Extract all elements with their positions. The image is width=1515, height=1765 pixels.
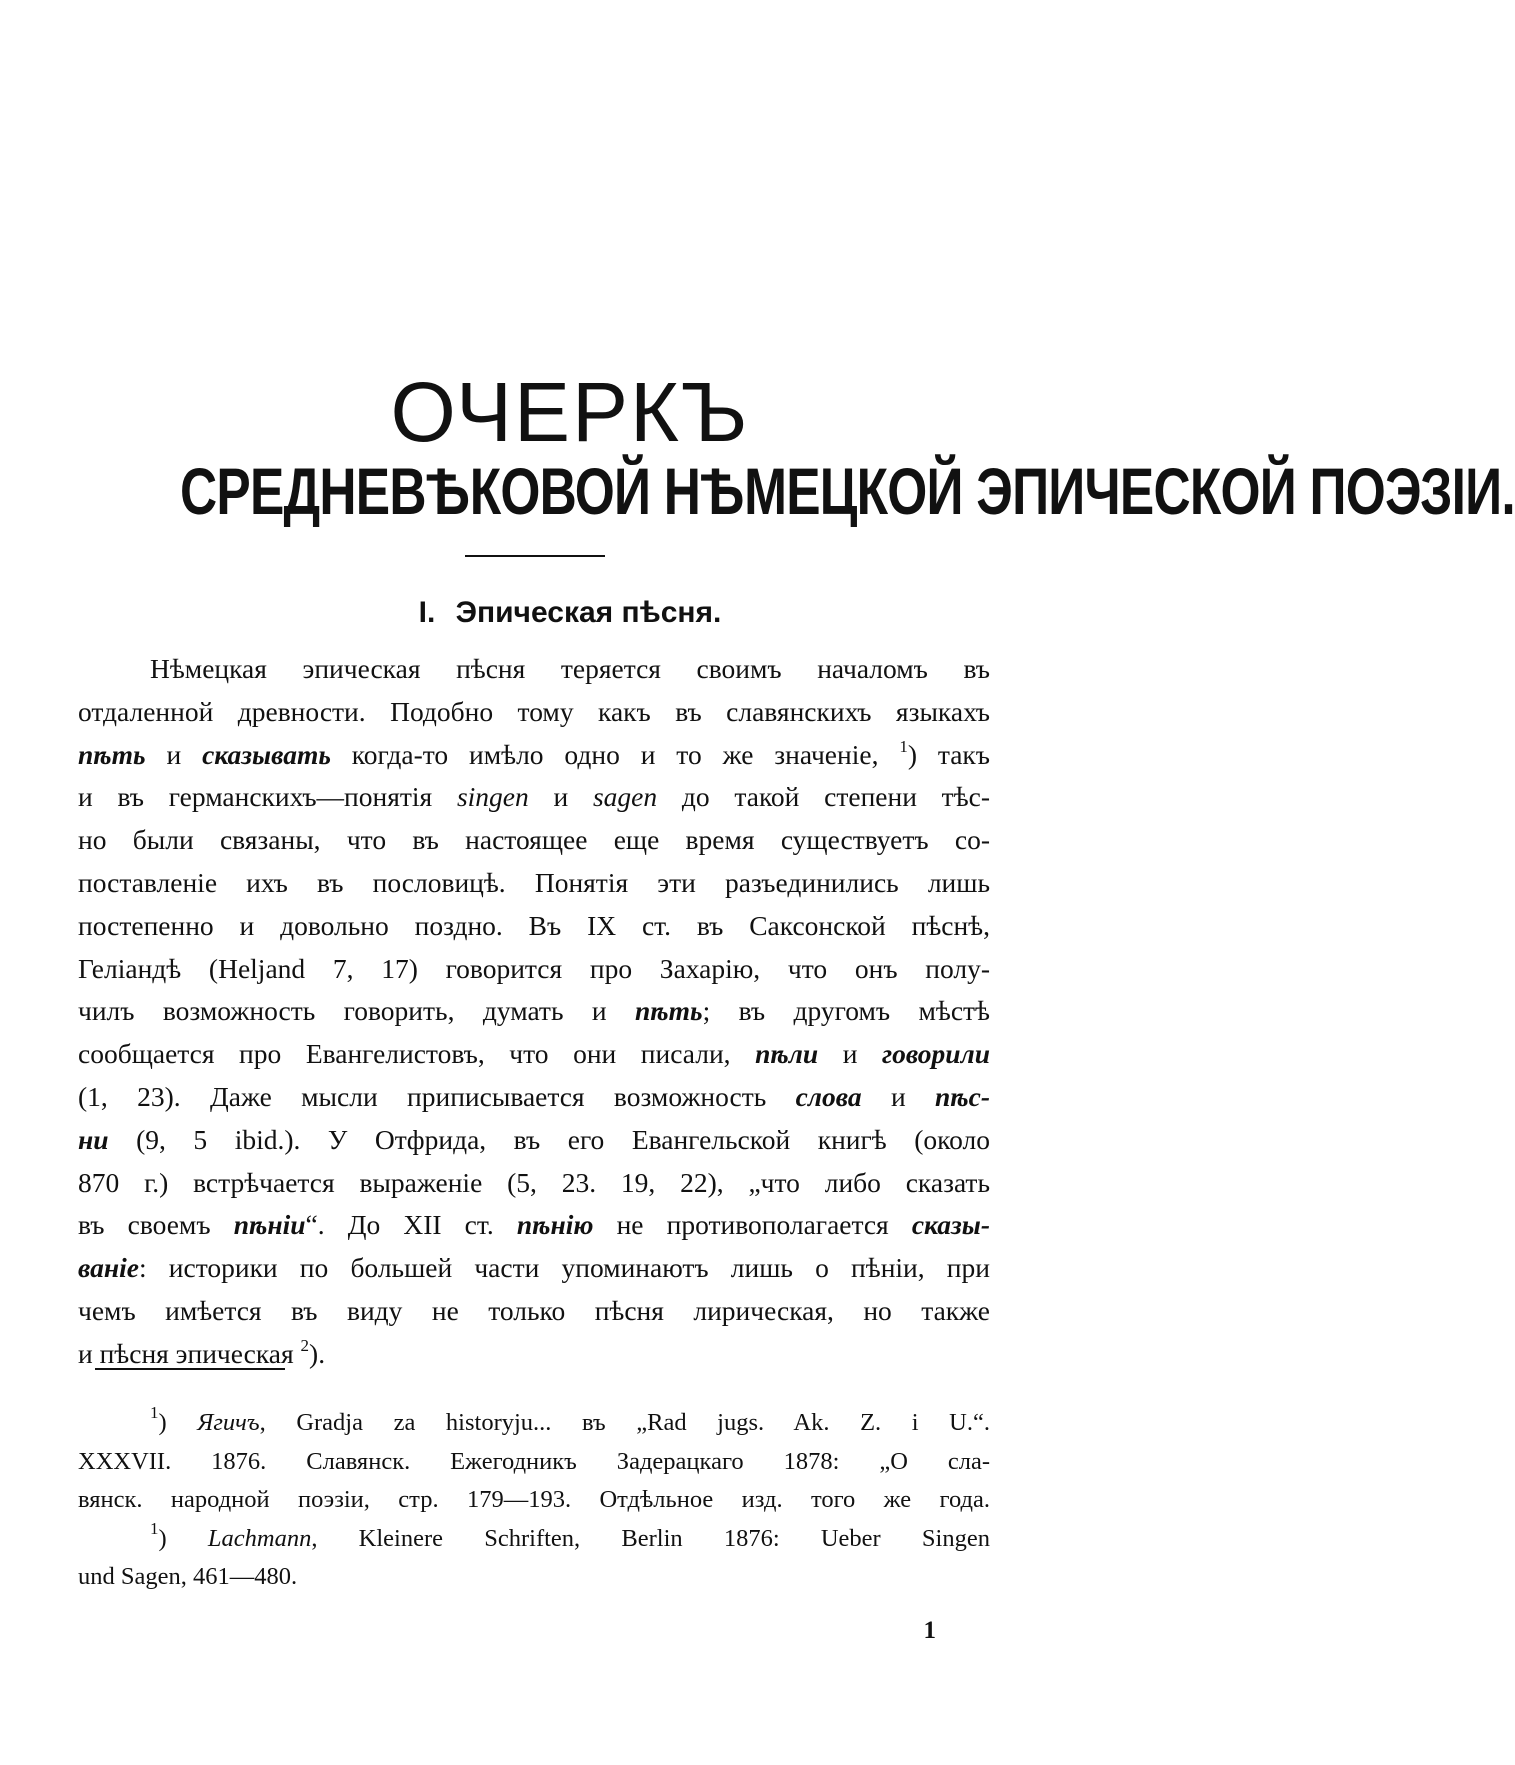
text-run: , Gradja za historyju... въ „Rad jugs. Ak. Z. i U.“. (259, 1409, 990, 1436)
italic-term: Lachmann (207, 1524, 312, 1552)
text-run: (9, 5 ibid.). У Отфрида, въ его Евангельской книгѣ (около (108, 1123, 990, 1155)
text-run: постепенно и довольно поздно. Въ IX ст. въ Саксонской пѣснѣ, (78, 909, 990, 941)
emphasized-word: ваніе (78, 1252, 139, 1284)
text-run: XXXVII. 1876. Славянск. Ежегодникъ Задерацкаго 1878: „О сла- (78, 1447, 990, 1475)
body-line (78, 691, 990, 734)
text-run: ) (158, 1409, 198, 1436)
section-title: Эпическая пѣсня. (455, 596, 722, 629)
section-number: I. (418, 596, 436, 629)
italic-term: sagen (592, 781, 658, 813)
text-run: und Sagen, 461—480. (78, 1563, 298, 1590)
emphasized-word: пѣть (78, 738, 146, 770)
body-line (78, 734, 990, 777)
emphasized-word: пѣс- (935, 1080, 990, 1112)
emphasized-word: слова (795, 1080, 862, 1112)
text-run: (1, 23). Даже мысли приписывается возможность (78, 1080, 796, 1112)
text-run: не противополагается (593, 1209, 912, 1241)
text-run: и (861, 1080, 935, 1112)
text-run: поставленіе ихъ въ пословицѣ. Понятія эти разъединились лишь (78, 866, 990, 898)
emphasized-word: сказывать (202, 738, 331, 770)
footnote-line (78, 1520, 990, 1559)
text-run: въ своемъ (78, 1209, 234, 1241)
text-run: и (818, 1038, 882, 1070)
text-run: ) (158, 1524, 208, 1552)
text-run: Нѣмецкая эпическая пѣсня теряется своимъ началомъ въ (150, 653, 990, 684)
text-run: но были связаны, что въ настоящее еще время существуетъ со- (78, 824, 990, 856)
emphasized-word: говорили (881, 1038, 991, 1070)
footnotes (78, 1404, 990, 1597)
body-line (78, 905, 990, 948)
text-run: : историки по большей части упоминаютъ лишь о пѣніи, при (138, 1252, 990, 1284)
text-run: чемъ имѣется въ виду не только пѣсня лирическая, но также (78, 1294, 990, 1326)
body-line (78, 1290, 990, 1333)
text-run: вянск. народной поэзіи, стр. 179—193. Отдѣльное изд. того же года. (78, 1486, 990, 1513)
body-line (78, 1247, 990, 1290)
text-run: “. До XII ст. (305, 1209, 517, 1241)
text-run: ). (309, 1337, 326, 1369)
emphasized-word: ни (78, 1123, 109, 1155)
title-main: ОЧЕРКЪ (390, 365, 750, 459)
text-run: и (145, 738, 203, 770)
text-run: и пѣсня эпическая (78, 1337, 301, 1369)
emphasized-word: пѣть (635, 995, 703, 1027)
footnote-marker: 1 (899, 736, 908, 756)
body-line (78, 1119, 990, 1162)
text-run: когда-то имѣло одно и то же значеніе, (330, 738, 900, 770)
text-run: и (528, 781, 593, 813)
italic-term: singen (456, 781, 529, 813)
footnote-marker: 1 (150, 1518, 159, 1538)
footnote-line (78, 1481, 990, 1520)
body-text (78, 648, 990, 1376)
emphasized-word: пѣніи (233, 1209, 306, 1241)
emphasized-word: пѣли (755, 1038, 819, 1070)
emphasized-word: пѣнію (516, 1209, 594, 1241)
text-run: сообщается про Евангелистовъ, что они писали, (78, 1038, 756, 1070)
title-subtitle: СРЕДНЕВѢКОВОЙ НѢМЕЦКОЙ ЭПИЧЕСКОЙ ПОЭЗІИ. (180, 454, 1515, 528)
footnote-marker: 1 (150, 1403, 159, 1422)
body-line (78, 1076, 990, 1119)
page-number: 1 (923, 1617, 936, 1644)
text-run: ; въ другомъ мѣстѣ (702, 995, 990, 1027)
footnote-marker: 2 (300, 1335, 310, 1355)
body-line (78, 1162, 990, 1205)
text-run: , Kleinere Schriften, Berlin 1876: Ueber Singen (311, 1524, 990, 1552)
text-run: до такой степени тѣс- (657, 781, 990, 813)
italic-term: Ягичъ (197, 1409, 260, 1436)
section-heading (0, 598, 1140, 628)
body-line (78, 862, 990, 905)
body-line (78, 819, 990, 862)
body-line (78, 1033, 990, 1076)
footnote-divider (95, 1368, 285, 1370)
text-run: 870 г.) встрѣчается выраженіе (5, 23. 19, 22), „что либо сказать (78, 1166, 990, 1198)
emphasized-word: сказы- (911, 1209, 991, 1241)
footnote-line (78, 1404, 990, 1443)
footnote-line (78, 1558, 990, 1597)
body-line (78, 776, 990, 819)
footnote-line (78, 1443, 990, 1482)
text-run: чилъ возможность говорить, думать и (78, 995, 635, 1027)
body-line (78, 990, 990, 1033)
body-line (78, 1204, 990, 1247)
title-divider (465, 555, 605, 557)
text-run: отдаленной древности. Подобно тому какъ въ славянскихъ языкахъ (78, 695, 990, 727)
text-run: ) такъ (907, 738, 990, 770)
body-line (78, 948, 990, 991)
body-line (78, 648, 990, 691)
text-run: Геліандѣ (Heljand 7, 17) говорится про Захарію, что онъ полу- (78, 952, 990, 984)
text-run: и въ германскихъ—понятія (78, 781, 457, 813)
